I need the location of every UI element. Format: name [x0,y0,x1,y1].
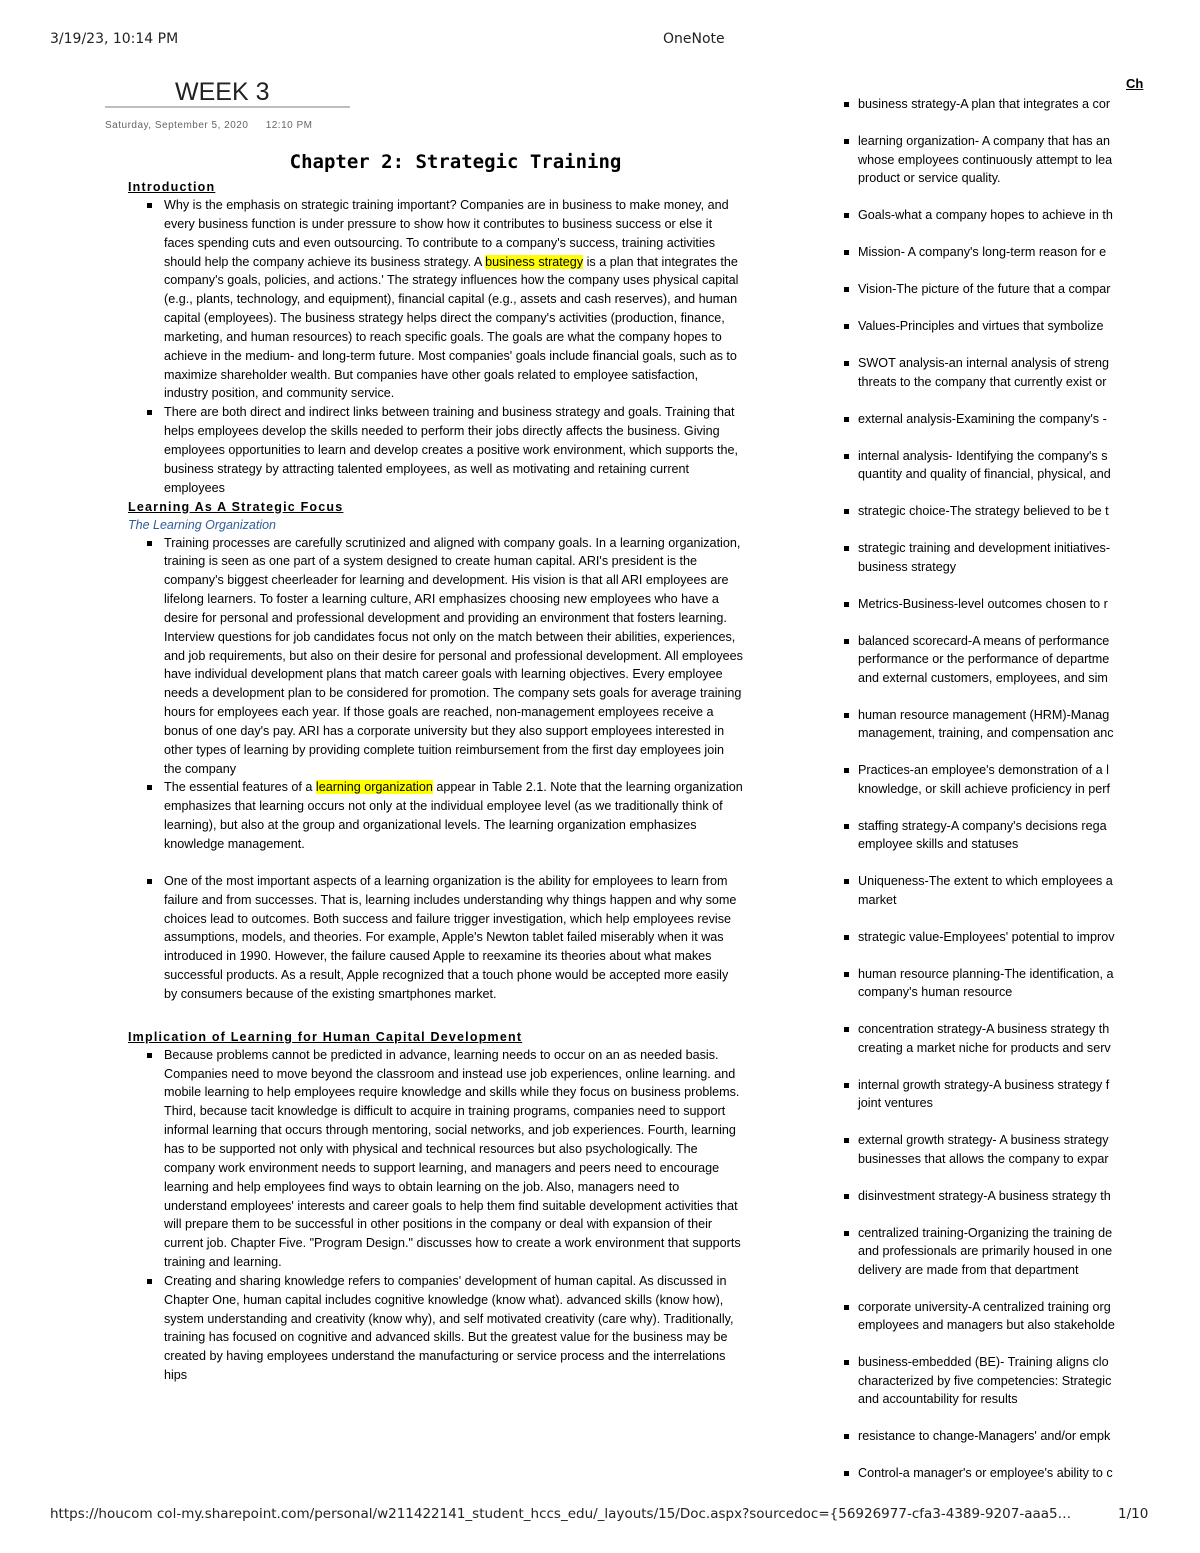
glossary-item [838,706,1148,743]
glossary-item [838,410,1148,429]
glossary-line: disinvestment strategy-A business strategy th [858,1188,1111,1203]
list-item [144,196,743,403]
glossary-line: delivery are made from that department [858,1262,1079,1277]
glossary-outline[interactable] [838,95,1148,1501]
section-heading-learning: Learning As A Strategic Focus [128,499,344,514]
section-heading-implication: Implication of Learning for Human Capital Development [128,1029,523,1044]
glossary-line: Metrics-Business-level outcomes chosen to r [858,596,1108,611]
glossary-line: business strategy-A plan that integrates a cor [858,97,1111,111]
glossary-line: Uniqueness-The extent to which employees a [858,874,1113,888]
spacer [128,1016,743,1028]
glossary-item [838,1020,1148,1057]
glossary-line: strategic value-Employees' potential to improv [858,929,1115,944]
glossary-item [838,447,1148,484]
glossary-line: Mission- A company's long-term reason for e [858,245,1107,259]
subheading-learning-organization: The Learning Organization [128,517,277,532]
glossary-item [838,95,1148,114]
glossary-item [838,206,1148,225]
glossary-line: centralized training-Organizing the training de [858,1225,1113,1240]
glossary-line: employee skills and statuses [858,837,1019,851]
glossary-line: staffing strategy-A company's decisions rega [858,818,1107,833]
glossary-line: human resource planning-The identification, a [858,966,1114,981]
glossary-line: internal growth strategy-A business strategy f [858,1077,1110,1092]
glossary-line: business strategy [858,559,957,574]
glossary-line: Goals-what a company hopes to achieve in th [858,208,1113,222]
glossary-line: concentration strategy-A business strategy th [858,1022,1110,1036]
glossary-line: threats to the company that currently exist or [858,374,1107,389]
glossary-line: business-embedded (BE)- Training aligns clo [858,1355,1109,1369]
highlighted-term: business strategy [485,254,584,269]
list-item: Creating and sharing knowledge refers to companies' development of human capital. As discussed in Chapter One, human capital includes cognitive knowledge (know what). advanced skills (know how), system understanding and creativity (know why), and self motivated creativity (care why). Traditionally, training has focused on cognitive and advanced skills. But the greatest value for the business may be created by having employees understand the manufacturing or service process and the interrelations hips [144,1272,743,1385]
glossary-item [838,1427,1148,1446]
page-timestamp [105,120,313,131]
glossary-item [838,817,1148,854]
glossary-item [838,1353,1148,1409]
glossary-item [838,872,1148,909]
glossary-line: learning organization- A company that has an [858,134,1111,148]
print-url: https://houcom col-my.sharepoint.com/personal/w211422141_student_hccs_edu/_layouts/15/Doc.aspx?sourcedoc={56926977-cfa3-4389-9207-aaa5… [50,1506,1072,1522]
glossary-item [838,502,1148,521]
glossary-line: SWOT analysis-an internal analysis of streng [858,356,1110,370]
chapter-title: Chapter 2: Strategic Training [289,151,622,173]
learning-list [144,534,743,854]
spacer [128,854,743,872]
glossary-line: characterized by five competencies: Strategic [858,1373,1112,1388]
glossary-line: company's human resource [858,985,1013,999]
list-item: Training processes are carefully scrutinized and aligned with company goals. In a learning organization, training is seen as one part of a system designed to create human capital. ARI's president is the company's biggest cheerleader for learning and development. His vision is that all ARI employees are lifelong learners. To foster a learning culture, ARI emphasizes choosing new employees who have a desire for personal and professional development and providing an environment that fosters learning. Interview questions for job candidates focus not only on the match between their abilities, experiences, and job requirements, but also on their desire for personal and professional development. All employees have individual development plans that match career goals with learning objectives. Every employee needs a development plan to be considered for promotion. The company sets goals for average training hours for employees each year. If those goals are reached, non-management employees receive a bonus of one day's pay. ARI has a corporate university but they also support employees interested in other types of learning by providing complete tuition reimbursement from the first day employees join the company [144,534,743,779]
glossary-line: joint ventures [858,1096,933,1110]
list-item: There are both direct and indirect links between training and business strategy and goals. Training that helps employees develop the skills needed to perform their jobs directly affects the business. Giving employees opportunities to learn and develop creates a positive work environment, which supports the, business strategy by attracting talented employees, as well as motivating and retaining current employees [144,403,743,497]
notes-outline[interactable] [128,148,743,1385]
glossary-line: Control-a manager's or employee's ability to c [858,1466,1113,1480]
glossary-line: employees and managers but also stakeholde [858,1318,1115,1332]
glossary-item [838,1464,1148,1483]
page-date: Saturday, September 5, 2020 [105,120,249,131]
glossary-item [838,354,1148,391]
page-title[interactable]: WEEK 3 [175,78,270,106]
glossary-line: creating a market niche for products and serv [858,1040,1111,1055]
glossary-line: balanced scorecard-A means of performance [858,633,1110,648]
glossary-line: internal analysis- Identifying the company's s [858,448,1108,463]
introduction-list [144,196,743,498]
print-app-name: OneNote [663,31,725,47]
glossary-line: and professionals are primarily housed in one [858,1244,1113,1258]
title-divider [105,106,350,108]
glossary-line: and accountability for results [858,1392,1018,1406]
glossary-line: knowledge, or skill achieve proficiency in perf [858,781,1110,796]
glossary-line: product or service quality. [858,171,1001,185]
list-item: One of the most important aspects of a learning organization is the ability for employees to learn from failure and from successes. That is, learning includes understanding why things happen and why some choices lead to outcomes. Both success and failure trigger investigation, which help employees revise assumptions, models, and theories. For example, Apple's Newton tablet failed miserably when it was introduced in 1990. However, the failure caused Apple to reexamine its theories about what makes successful products. As a result, Apple recognized that a touch phone would be accepted more easily by consumers because of the existing smartphones market. [144,872,743,1004]
glossary-item [838,965,1148,1002]
glossary-item [838,243,1148,262]
glossary-list [838,95,1148,1483]
glossary-line: market [858,892,897,907]
print-date: 3/19/23, 10:14 PM [50,31,179,47]
glossary-item [838,539,1148,576]
glossary-item [838,1224,1148,1280]
glossary-line: human resource management (HRM)-Manag [858,707,1110,722]
paragraph-text: The essential features of a [164,780,316,795]
glossary-item [838,1076,1148,1113]
glossary-line: external growth strategy- A business strategy [858,1133,1109,1147]
glossary-item [838,761,1148,798]
glossary-item [838,928,1148,947]
glossary-item [838,280,1148,299]
glossary-item [838,595,1148,614]
list-item: Because problems cannot be predicted in advance, learning needs to occur on an as needed basis. Companies need to move beyond the classroom and instead use job experiences, online learning. and mobile learning to help employees require knowledge and skills while they focus on business problems. Third, because tacit knowledge is difficult to acquire in training programs, companies need to support informal learning that occurs through mentoring, social networks, and job experiences. Fourth, learning has to be supported not only with physical and technical resources but also psychologically. The company work environment needs to support learning, and managers and peers need to encourage learning and help employees find ways to obtain learning on the job. Also, managers need to understand employees' interests and career goals to help them find suitable development activities that will prepare them to be successful in other positions in the company or deal with expansion of their current job. Chapter Five. "Program Design." discusses how to create a work environment that supports training and learning. [144,1046,743,1272]
glossary-line: whose employees continuously attempt to lea [858,152,1113,167]
print-page-number: 1/10 [1118,1506,1149,1522]
glossary-line: Values-Principles and virtues that symbolize [858,319,1104,333]
glossary-item [838,317,1148,336]
glossary-line: management, training, and compensation anc [858,726,1114,740]
glossary-line: performance or the performance of departme [858,652,1110,666]
glossary-line: external analysis-Examining the company's - [858,411,1107,426]
glossary-item [838,632,1148,688]
glossary-line: strategic choice-The strategy believed to be t [858,504,1109,518]
glossary-line: Vision-The picture of the future that a compar [858,282,1111,296]
glossary-line: and external customers, employees, and sim [858,670,1108,685]
list-item [144,778,743,853]
glossary-line: strategic training and development initiatives- [858,541,1111,555]
glossary-item [838,132,1148,188]
paragraph-text: appear in Table 2.1. Note that the learning organization emphasizes that learning occurs not only at the individual employee level (as we traditionally think of learning), but also at the group and organizational levels. The learning organization emphasizes knowledge management. [164,780,743,851]
glossary-line: quantity and quality of financial, physical, and [858,467,1111,481]
learning-list-2 [144,872,743,1004]
highlighted-term: learning organization [315,780,433,795]
implication-list [144,1046,743,1385]
glossary-item [838,1187,1148,1206]
glossary-item [838,1298,1148,1335]
glossary-line: Practices-an employee's demonstration of a l [858,763,1109,777]
section-heading-introduction: Introduction [128,180,216,194]
glossary-heading: Ch [1126,76,1144,91]
glossary-line: resistance to change-Managers' and/or empk [858,1429,1111,1443]
paragraph-text: Why is the emphasis on strategic training important? Companies are in business to make money, and every business function is under pressure to show how it contributes to business success or else it faces spending cuts and even outsourcing. To contribute to a company's success, training activities should help the company achieve its business strategy. A [164,198,729,269]
glossary-line: businesses that allows the company to expar [858,1151,1109,1166]
page-time: 12:10 PM [265,120,313,131]
spacer [128,1004,743,1016]
paragraph-text: is a plan that integrates the company's goals, policies, and actions.' The strategy influences how the company uses physical capital (e.g., plants, technology, and equipment), financial capital (e.g., assets and cash reserves), and human capital (employees). The business strategy helps direct the company's activities (production, finance, marketing, and human resources) to reach specific goals. The goals are what the company hopes to achieve in the medium- and long-term future. Most companies' goals include financial goals, such as to maximize shareholder wealth. But companies have other goals related to employee satisfaction, industry position, and community service. [164,254,739,401]
glossary-line: corporate university-A centralized training org [858,1299,1111,1314]
glossary-item [838,1131,1148,1168]
